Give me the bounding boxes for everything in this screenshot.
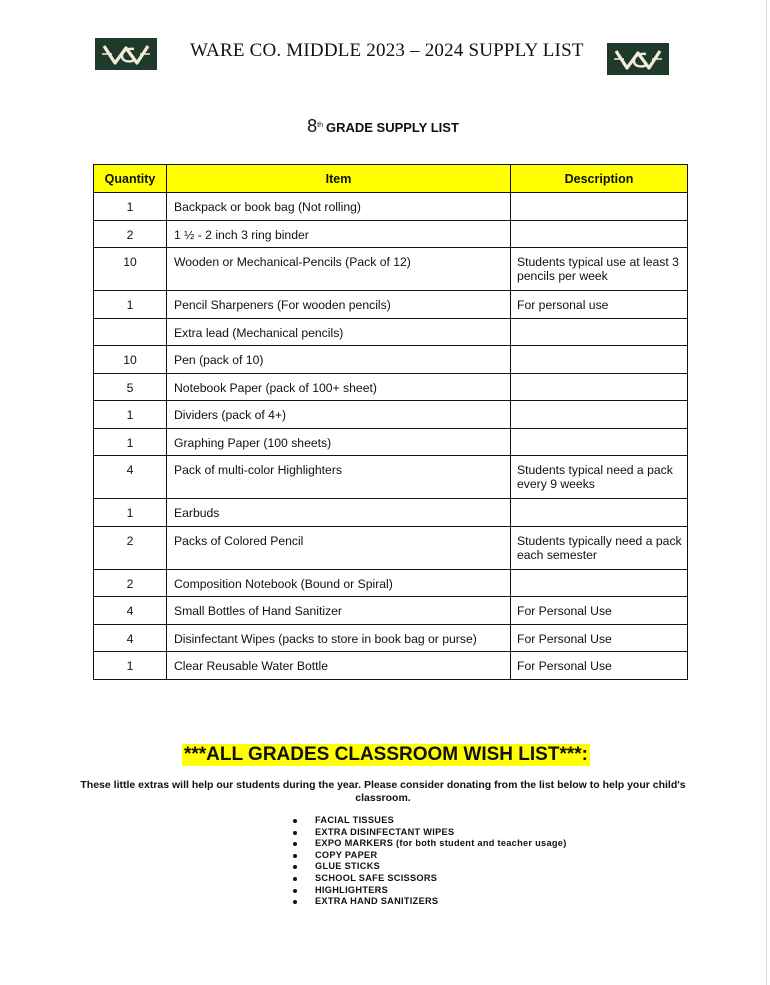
table-row [94,597,688,625]
quantity-cell: 4 [94,456,167,499]
item-cell: Pencil Sharpeners (For wooden pencils) [167,291,511,319]
quantity-cell: 2 [94,526,167,569]
description-cell: For Personal Use [511,652,688,680]
table-row [94,456,688,499]
description-cell [511,318,688,346]
description-cell: Students typical need a pack every 9 weeks [511,456,688,499]
description-cell [511,373,688,401]
list-item: EXTRA DISINFECTANT WIPES [293,827,567,839]
description-cell: Students typical use at least 3 pencils per week [511,248,688,291]
item-cell: Packs of Colored Pencil [167,526,511,569]
quantity-cell: 10 [94,248,167,291]
grade-suffix: th [317,121,323,129]
table-row [94,318,688,346]
item-cell: Small Bottles of Hand Sanitizer [167,597,511,625]
item-cell: Graphing Paper (100 sheets) [167,428,511,456]
school-logo-right [607,43,669,75]
item-cell: Notebook Paper (pack of 100+ sheet) [167,373,511,401]
list-item: EXPO MARKERS (for both student and teacher usage) [293,838,567,850]
description-cell [511,499,688,527]
table-row [94,624,688,652]
table-row [94,248,688,291]
table-row [94,346,688,374]
item-cell: Dividers (pack of 4+) [167,401,511,429]
description-cell: For Personal Use [511,624,688,652]
quantity-cell: 4 [94,624,167,652]
table-row [94,401,688,429]
description-cell: For Personal Use [511,597,688,625]
grade-subtitle-text: GRADE SUPPLY LIST [325,120,459,135]
list-item: EXTRA HAND SANITIZERS [293,896,567,908]
description-cell: For personal use [511,291,688,319]
description-cell [511,569,688,597]
list-item: COPY PAPER [293,850,567,862]
quantity-cell: 2 [94,220,167,248]
wish-list-intro: These little extras will help our students during the year. Please consider donating from the list below to help your child's classroom. [80,779,686,804]
description-cell: Students typically need a pack each semester [511,526,688,569]
item-cell: Wooden or Mechanical-Pencils (Pack of 12) [167,248,511,291]
table-row [94,428,688,456]
grade-subtitle [0,116,766,137]
item-cell: Extra lead (Mechanical pencils) [167,318,511,346]
description-cell [511,193,688,221]
quantity-cell: 4 [94,597,167,625]
description-cell [511,401,688,429]
wish-list [293,815,567,908]
quantity-cell: 1 [94,401,167,429]
item-cell: Pack of multi-color Highlighters [167,456,511,499]
item-cell: 1 ½ - 2 inch 3 ring binder [167,220,511,248]
quantity-cell [94,318,167,346]
supply-table [93,164,688,680]
item-cell: Disinfectant Wipes (packs to store in book bag or purse) [167,624,511,652]
table-row [94,499,688,527]
header-quantity: Quantity [94,165,167,193]
list-item: SCHOOL SAFE SCISSORS [293,873,567,885]
header-item: Item [167,165,511,193]
list-item: HIGHLIGHTERS [293,885,567,897]
table-row [94,652,688,680]
quantity-cell: 1 [94,291,167,319]
table-row [94,193,688,221]
quantity-cell: 10 [94,346,167,374]
table-row [94,220,688,248]
document-title: WARE CO. MIDDLE 2023 – 2024 SUPPLY LIST [190,40,584,61]
item-cell: Clear Reusable Water Bottle [167,652,511,680]
quantity-cell: 1 [94,499,167,527]
item-cell: Pen (pack of 10) [167,346,511,374]
table-row [94,526,688,569]
quantity-cell: 1 [94,193,167,221]
page-edge-rule [766,0,767,985]
item-cell: Composition Notebook (Bound or Spiral) [167,569,511,597]
item-cell: Backpack or book bag (Not rolling) [167,193,511,221]
table-row [94,291,688,319]
item-cell: Earbuds [167,499,511,527]
description-cell [511,346,688,374]
school-logo-left [95,38,157,70]
quantity-cell: 5 [94,373,167,401]
list-item: FACIAL TISSUES [293,815,567,827]
list-item: GLUE STICKS [293,861,567,873]
table-row [94,569,688,597]
quantity-cell: 2 [94,569,167,597]
description-cell [511,428,688,456]
wish-list-title: ***ALL GRADES CLASSROOM WISH LIST***: [184,744,588,765]
description-cell [511,220,688,248]
table-row [94,373,688,401]
grade-number: 8 [307,116,318,136]
supply-table-header-row [94,165,688,193]
quantity-cell: 1 [94,428,167,456]
quantity-cell: 1 [94,652,167,680]
header-description: Description [511,165,688,193]
